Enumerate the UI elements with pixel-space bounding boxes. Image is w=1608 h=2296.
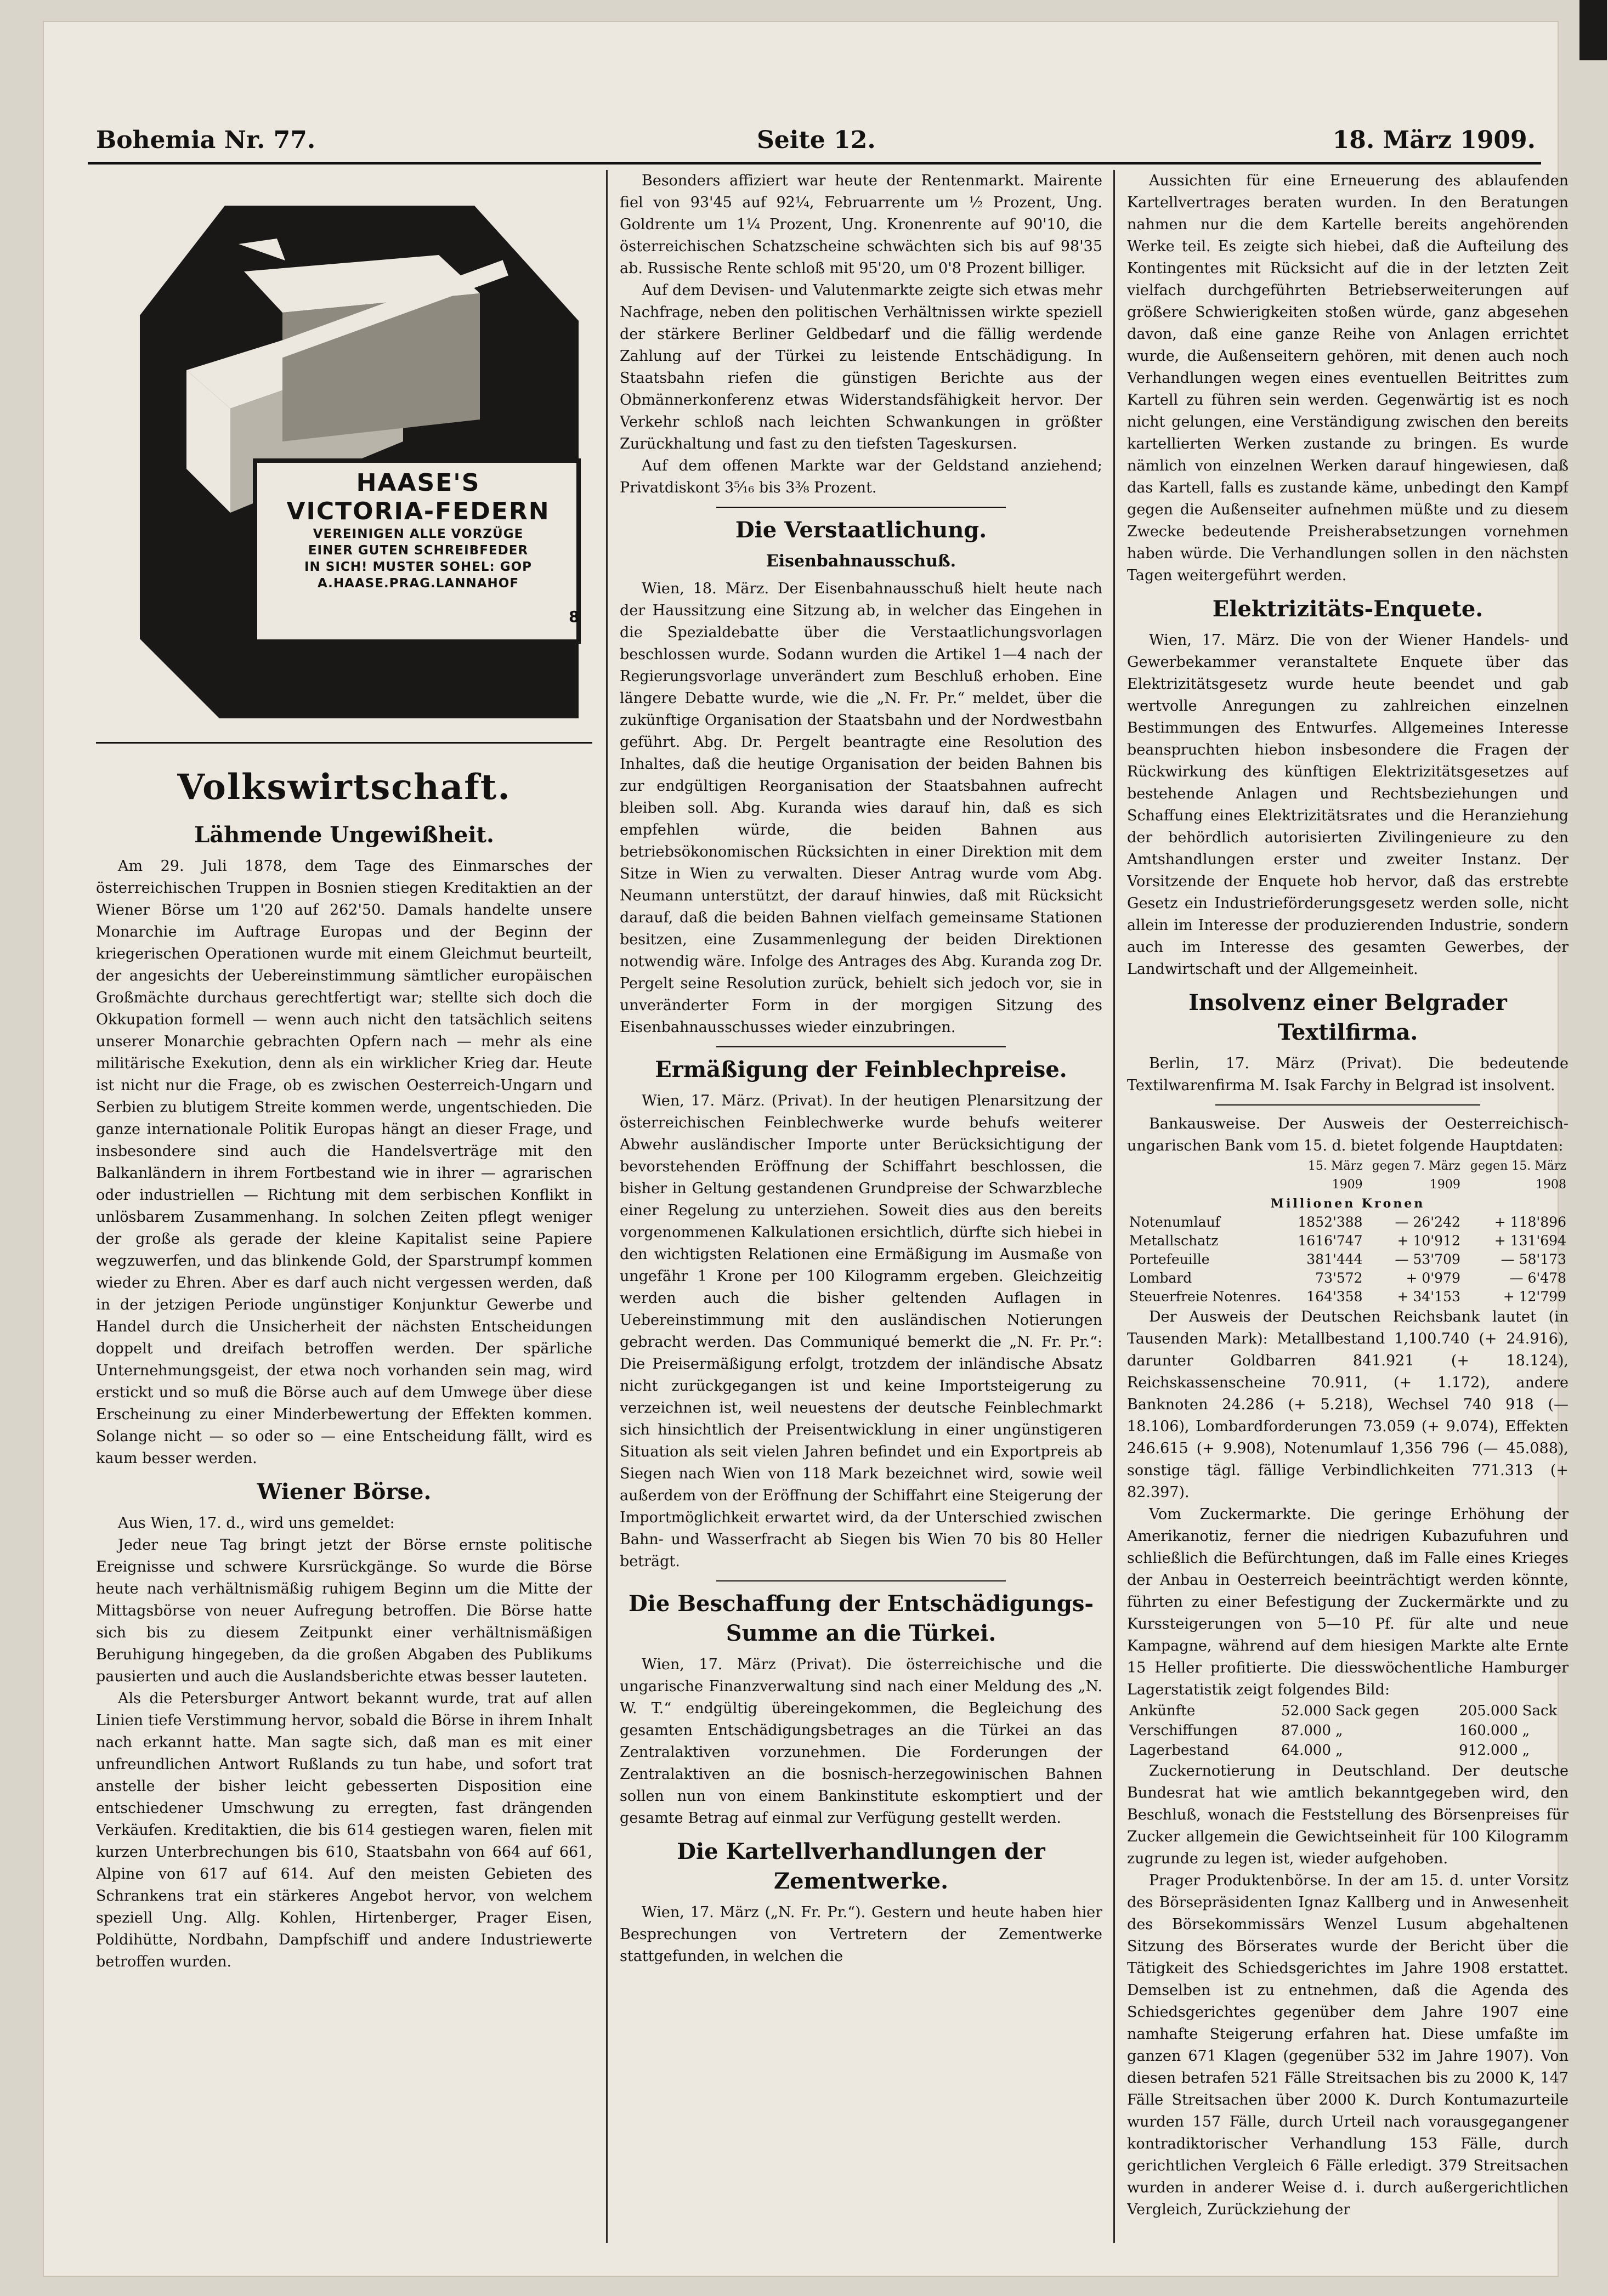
table-cell: Steuerfreie Notenres.	[1129, 1289, 1281, 1305]
newspaper-page	[44, 22, 1569, 2276]
header-page-number: Seite 12.	[757, 126, 876, 154]
table-header-cell: gegen 7. März	[1372, 1159, 1460, 1173]
article-paragraph: Wien, 18. März. Der Eisenbahnausschuß hielt heute nach der Haussitzung eine Sitzung ab, in welcher das Eingehen in die Spezialdebatte über die Verstaatlichungsvorlagen beschlossen wurde. Sodann wurden die Artikel 1—4 nach der Regierungsvorlage unverändert zum Beschluß erhoben. Eine längere Debatte wurde, wie die „N. Fr. Pr.“ meldet, über die zukünftige Organisation der Staatsbahn und der Nordwestbahn geführt. Abg. Dr. Pergelt beantragte eine Resolution des Inhaltes, daß die heutige Organisation der beiden Bahnen bis zur endgültigen Reorganisation der Staatsbahnen aufrecht bleiben soll. Abg. Kuranda wies darauf hin, daß es sich empfehlen würde, die beiden Bahnen aus betriebsökonomischen Rücksichten in einer Direktion mit dem Sitze in Wien zu verwalten. Dieser Antrag wurde vom Abg. Neumann unterstützt, der darauf hinwies, daß mit Rücksicht darauf, daß die beiden Bahnen vielfach gemeinsame Stationen besitzen, eine Zusammenlegung der beiden Direktionen notwendig wäre. Infolge des Antrages des Abg. Kuranda zog Dr. Pergelt seine Resolution zurück, behielt sich jedoch vor, sie in unveränderter Form in der morgigen Sitzung des Eisenbahnausschusses wieder einzubringen.	[620, 580, 1102, 1036]
table-row	[1127, 1721, 1569, 1741]
table-row	[1127, 1232, 1569, 1250]
article-paragraph: Aussichten für eine Erneuerung des ablaufenden Kartellvertrages beraten wurden. In den Beratungen nahmen nur die dem Kartelle bereits angehörenden Werke teil. Es zeigte sich hiebei, daß die Aufteilung des Kontingentes mit Rücksicht auf die in der letzten Zeit vielfach durchgeführten Betriebserweiterungen auf größere Schwierigkeiten stoßen würde, ganz abgesehen davon, daß eine ganze Reihe von Anlagen errichtet wurde, die Außenseitern gehören, mit denen auch noch Verhandlungen wegen eines eventuellen Beitrittes zum Kartell zu führen sein werden. Gegenwärtig ist es noch nicht gelungen, eine Verständigung zwischen den bereits kartellierten Werken zustande zu bringen. Es wurde nämlich von einzelnen Werken darauf hingewiesen, daß das Kartell, falls es zustande käme, unbedingt den Kampf gegen die Außenseiter aufnehmen müßte und zu diesem Zwecke bedeutende Preisherabsetzungen vornehmen haben würde. Die Verhandlungen sollen in den nächsten Tagen weitergeführt werden.	[1127, 172, 1569, 584]
header-date: 18. März 1909.	[1332, 126, 1536, 154]
table-cell: „	[1522, 1742, 1530, 1759]
ad-line: IN SICH! MUSTER SOHEL: GOP	[304, 560, 533, 574]
sugar-price-paragraph: Zuckernotierung in Deutschland. Der deutsche Bundesrat hat wie amtlich bekanntgegeben wird, den Beschluß, wonach die Feststellung des Börsenpreises für Zucker allgemein die Gewichtseinheit für 100 Kilogramm zugrunde zu legen ist, wieder aufgehoben.	[1127, 1762, 1569, 1867]
produce-exchange-paragraph: Prager Produktenbörse. In der am 15. d. unter Vorsitz des Börsepräsidenten Ignaz Kallberg und in Anwesenheit des Börsekommissärs Wenzel Lusum abgehaltenen Sitzung des Börserates wurde der Bericht über die Tätigkeit des Schiedsgerichtes im Jahre 1908 erstattet. Demselben ist zu entnehmen, daß die Agenda des Schiedsgerichtes gegenüber dem Jahre 1907 eine namhafte Steigerung erfahren hat. Diese umfaßte im ganzen 671 Klagen (gegenüber 532 im Jahre 1907). Von diesen betrafen 521 Fälle Streitsachen bis zu 2000 K, 147 Fälle Streitsachen über 2000 K. Durch Kontumazurteile wurden 157 Fälle, durch Urteil nach vorausgegangener kontradiktorischer Verhandlung 153 Fälle, durch gerichtlichen Vergleich 6 Fälle erledigt. 379 Streitsachen wurden in anderer Weise d. i. durch außergerichtlichen Vergleich, Zurückziehung der	[1127, 1872, 1569, 2218]
table-cell: 160.000	[1459, 1722, 1518, 1739]
pen-box-illustration	[96, 184, 592, 732]
article-title: Die Beschaffung der Entschädigungs-Summe an die Türkei.	[628, 1591, 1094, 1646]
article-title: Lähmende Ungewißheit.	[194, 822, 494, 848]
article-divider	[1215, 1104, 1480, 1106]
article-title: Insolvenz einer Belgrader Textilfirma.	[1188, 990, 1507, 1045]
article-paragraph: Besonders affiziert war heute der Rentenmarkt. Mairente fiel von 93'45 auf 92¼, Februarrente um ½ Prozent, Ung. Goldrente um 1¼ Prozent, Ung. Kronenrente auf 90'10, die österreichischen Schatzscheine schwächten sich bis auf 98'35 ab. Russische Rente schloß mit 95'20, um 0'8 Prozent billiger.	[620, 172, 1102, 277]
table-unit: Millionen Kronen	[1270, 1197, 1425, 1211]
page-header	[44, 104, 1558, 165]
table-cell: 1852'388	[1298, 1214, 1363, 1230]
table-cell: 73'572	[1315, 1270, 1363, 1286]
article-subtitle: Eisenbahnausschuß.	[766, 552, 956, 571]
table-cell: — 58'173	[1501, 1251, 1566, 1267]
table-cell: — 53'709	[1395, 1251, 1460, 1267]
table-row	[1127, 1213, 1569, 1232]
article-paragraph: Wien, 17. März. Die von der Wiener Handels- und Gewerbekammer veranstaltete Enquete über das Elektrizitätsgesetz wurde heute beendet und gab wertvolle Anregungen zu zahlreichen einzelnen Bestimmungen des Entwurfes. Allgemeines Interesse beanspruchten hiebon insbesondere die Fragen der Rückwirkung des künftigen Elektrizitätsgesetzes auf bestehende Anlagen und Rechtsbeziehungen und Schaffung eines Elektrizitätsrates und die Heranziehung der behördlich autorisierten Zivilingenieure zu den Amtshandlungen erster und zweiter Instanz. Der Vorsitzende der Enquete hob hervor, daß das erstrebte Gesetz ein Industrieförderungsgesetz werden solle, nicht allein im Interesse der produzierenden Industrie, sondern auch im Interesse des gesamten Gewerbes, der Landwirtschaft und der Allgemeinheit.	[1127, 632, 1569, 978]
hamburg-stock-table	[1127, 1701, 1569, 1760]
table-cell: „	[1335, 1742, 1343, 1759]
table-header-cell: 1909	[1332, 1178, 1363, 1192]
table-cell: + 12'799	[1503, 1289, 1566, 1305]
reichsbank-paragraph: Der Ausweis der Deutschen Reichsbank lautet (in Tausenden Mark): Metallbestand 1,100.740 (+ 24.916), darunter Goldbarren 841.921 (+ 18.124), Reichskassenscheine 70.911, (+ 1.172), andere Banknoten 24.286 (+ 5.218), Wechsel 740 918 (— 18.106), Lombardforderungen 73.059 (+ 9.074), Effekten 246.615 (+ 9.908), Notenumlauf 1,356 796 (— 45.088), sonstige tägl. fällige Verbindlichkeiten 771.313 (+ 82.397).	[1127, 1308, 1569, 1501]
table-cell: Sack gegen	[1335, 1703, 1419, 1719]
table-header-cell: 1908	[1536, 1178, 1566, 1192]
article-title: Die Verstaatlichung.	[735, 517, 987, 543]
sugar-market-paragraph: Vom Zuckermarkte. Die geringe Erhöhung der Amerikanotiz, ferner die niedrigen Kubazufuhren und schließlich die Befürchtungen, daß im Falle eines Krieges der Anbau in Oesterreich beeinträchtigt werden könnte, führten zu einer Befestigung der Zuckermärkte und zu Kurssteigerungen von 5—10 Pf. für alte und neue Kampagne, während auf dem hiesigen Markte alte Ernte 15 Heller profitierte. Die diesswöchentliche Hamburger Lagerstatistik zeigt folgendes Bild:	[1127, 1506, 1569, 1698]
table-cell: Lagerbestand	[1129, 1742, 1229, 1759]
table-cell: Portefeuille	[1129, 1251, 1210, 1267]
table-cell: 52.000	[1281, 1703, 1331, 1719]
article-paragraph: Wien, 17. März. (Privat). In der heutigen Plenarsitzung der österreichischen Feinblechwerke wurde behufs weiterer Abwehr ausländischer Importe unter Berücksichtigung der bevorstehenden Eröffnung der Schiffahrt beschlossen, die bisher in Geltung gestandenen Grundpreise der Schwarzbleche einer Regelung zu unterziehen. Soweit dies aus den bereits vorgenommenen Kalkulationen ersichtlich, dürfte sich hiebei in den wichtigsten Relationen eine Ermäßigung im Ausmaße von ungefähr 1 Krone per 100 Kilogramm ergeben. Gleichzeitig werden auch die bisher geltenden Auflagen in Uebereinstimmung mit den ausländischen Notierungen gebracht werden. Das Communiqué bemerkt die „N. Fr. Pr.“: Die Preisermäßigung erfolgt, trotzdem der inländische Absatz nicht zurückgegangen ist und keine Importsteigerung zu verzeichnen ist, weil neuestens der deutsche Feinblechmarkt sich hinsichtlich der Preisentwicklung in einer ungünstigeren Situation als seit vielen Jahren befindet und ein Exportpreis ab Siegen nach Wien von 118 Mark bezeichnet wird, sowie weil außerdem von der Eröffnung der Schiffahrt eine Steigerung der Importmöglichkeit erwartet wird, da der Unterschied zwischen Bahn- und Wasserfracht ab Siegen bis Wien 70 bis 80 Heller beträgt.	[620, 1092, 1102, 1570]
article-paragraph: Auf dem offenen Markte war der Geldstand anziehend; Privatdiskont 3⁵⁄₁₆ bis 3⅜ Prozent.	[620, 457, 1102, 496]
table-cell: 87.000	[1281, 1722, 1331, 1739]
article-paragraph: Jeder neue Tag bringt jetzt der Börse ernste politische Ereignisse und schwere Kursrückgänge. So wurde die Börse heute nach verhältnismäßig ruhigem Beginn um die Mitte der Mittagsbörse von neuer Aufregung betroffen. Die Börse hatte sich bis zu diesem Zeitpunkt einer verhältnismäßigen Beruhigung hingegeben, da die großen Abgaben des Publikums pausierten und auch die Auslandsberichte etwas besser lauteten.	[96, 1537, 592, 1685]
table-cell: + 10'912	[1397, 1233, 1460, 1249]
table-cell: — 26'242	[1395, 1214, 1460, 1230]
section-title: Volkswirtschaft.	[177, 767, 511, 808]
article-title: Die Kartellverhandlungen der Zementwerke.	[677, 1839, 1045, 1894]
article-divider	[716, 1580, 1006, 1581]
ad-number: 8	[569, 608, 580, 626]
column-2	[620, 170, 1102, 2243]
article-paragraph: Am 29. Juli 1878, dem Tage des Einmarsches der österreichischen Truppen in Bosnien stiegen Kreditaktien an der Wiener Börse um 1'20 auf 262'50. Damals handelte unsere Monarchie im Auftrage Europas und der Beginn der kriegerischen Operationen wurde mit einem Gleichmut beurteilt, der angesichts der Uebereinstimmung sämtlicher europäischen Großmächte durchaus gerechtfertigt war; stellte sich doch die Okkupation formell — wenn auch nicht den tatsächlich seitens unserer Monarchie gebrachten Opfern nach — mehr als eine militärische Exekution, denn als ein wirklicher Krieg dar. Heute ist nicht nur die Frage, ob es zwischen Oesterreich-Ungarn und Serbien zu blutigem Streite kommen werde, ungentschieden. Die ganze internationale Politik Europas hängt an dieser Frage, und insbesondere sind auch die Handelsverträge mit den Balkanländern in ihrem Fortbestand wie in ihrer — agrarischen oder industriellen — Richtung mit dem serbischen Konflikt in unlösbarem Zusammenhang. In solchen Zeiten pflegt weniger der große als gerade der kleine Kapitalist seine Papiere wegzuwerfen, und das blinkende Gold, der Sparstrumpf kommen wieder zu Ehren. Aber es darf auch nicht vergessen werden, daß in der jetzigen Periode ungünstiger Konjunktur Gewerbe und Handel durch die Unsicherheit der nächsten Entscheidungen doppelt und dreifach betroffen werden. Der spärliche Unternehmungsgeist, der etwa noch vorhanden sein mag, wird erstickt und so muß die Börse auch auf dem Umwege über diese Erscheinung zu einer Minderbewertung der Effekten kommen. Solange nicht — so oder so — eine Entscheidung fällt, wird es kaum besser werden.	[96, 858, 592, 1467]
table-cell: 164'358	[1306, 1289, 1363, 1305]
article-paragraph: Auf dem Devisen- und Valutenmarkte zeigte sich etwas mehr Nachfrage, neben den politischen Verhältnissen wirkte speziell der stärkere Berliner Geldbedarf und die fällig werdende Zahlung auf der Türkei zu leistende Entschädigung. In Staatsbahn riefen die günstigen Berichte aus der Obmännerkonferenz etwas Widerstandsfähigkeit hervor. Der Verkehr schloß nach leichten Schwankungen in größter Zurückhaltung und fast zu den tiefsten Tageskursen.	[620, 282, 1102, 452]
article-paragraph: Berlin, 17. März (Privat). Die bedeutende Textilwarenfirma M. Isak Farchy in Belgrad ist insolvent.	[1127, 1055, 1569, 1094]
table-cell: Notenumlauf	[1129, 1214, 1220, 1230]
table-cell: + 118'896	[1494, 1214, 1566, 1230]
article-paragraph: Wien, 17. März („N. Fr. Pr.“). Gestern und heute haben hier Besprechungen von Vertretern der Zementwerke stattgefunden, in welchen die	[620, 1904, 1102, 1965]
table-cell: + 34'153	[1397, 1289, 1460, 1305]
table-cell: Verschiffungen	[1129, 1722, 1238, 1739]
bank-report-lead: Bankausweise. Der Ausweis der Oesterreichisch-ungarischen Bank vom 15. d. bietet folgende Hauptdaten:	[1127, 1115, 1569, 1154]
article-divider	[716, 1046, 1006, 1047]
ad-brand: HAASE'S	[356, 469, 480, 497]
column-divider	[606, 170, 608, 2243]
table-cell: „	[1522, 1722, 1530, 1739]
table-cell: — 6'478	[1509, 1270, 1566, 1286]
article-title: Ermäßigung der Feinblechpreise.	[655, 1057, 1067, 1082]
table-cell: Sack	[1522, 1703, 1558, 1719]
table-row	[1127, 1288, 1569, 1306]
article-lead: Aus Wien, 17. d., wird uns gemeldet:	[118, 1515, 395, 1532]
table-row	[1127, 1269, 1569, 1288]
header-rule	[88, 162, 1541, 165]
advertisement-victoria-federn	[96, 184, 592, 732]
header-publication: Bohemia Nr. 77.	[96, 126, 316, 154]
table-cell: 381'444	[1306, 1251, 1363, 1267]
ad-product-name: VICTORIA-FEDERN	[286, 497, 550, 525]
table-cell: 1616'747	[1298, 1233, 1363, 1249]
table-header-cell: gegen 15. März	[1470, 1159, 1566, 1173]
table-cell: + 131'694	[1494, 1233, 1566, 1249]
table-cell: 64.000	[1281, 1742, 1331, 1759]
bank-statement-table	[1127, 1157, 1569, 1306]
section-rule	[96, 742, 592, 744]
table-cell: Metallschatz	[1129, 1233, 1219, 1249]
article-divider	[716, 507, 1006, 508]
ad-line: VEREINIGEN ALLE VORZÜGE	[313, 527, 524, 541]
article-title: Wiener Börse.	[257, 1479, 432, 1505]
table-row	[1127, 1250, 1569, 1269]
table-row	[1127, 1701, 1569, 1721]
table-cell: 205.000	[1459, 1703, 1518, 1719]
table-row	[1127, 1741, 1569, 1760]
article-paragraph: Als die Petersburger Antwort bekannt wurde, trat auf allen Linien tiefe Verstimmung hervor, sobald die Börse in ihrem Inhalt nach erkannt hatte. Man sagte sich, daß man es mit einer unfreundlichen Antwort Rußlands zu tun habe, und sofort trat anstelle der bisher leicht gebesserten Disposition eine entschiedener Umschwung zu erregten, fast drängenden Verkäufen. Kreditaktien, die bis 614 gestiegen waren, fielen mit kurzen Unterbrechungen bis 610, Staatsbahn von 664 auf 661, Alpine von 617 auf 614. Auf den meisten Gebieten des Schrankens trat ein stärkeres Angebot hervor, von welchem speziell Ung. Allg. Kohlen, Hirtenberger, Prager Eisen, Poldihütte, Nordbahn, Dampfschiff und andere Industriewerte betroffen wurden.	[96, 1690, 592, 1970]
table-cell: „	[1335, 1722, 1343, 1739]
advertisement-text	[258, 469, 579, 592]
article-title: Elektrizitäts-Enquete.	[1212, 596, 1484, 622]
table-cell: + 0'979	[1406, 1270, 1460, 1286]
table-cell: Ankünfte	[1129, 1703, 1196, 1719]
column-divider	[1113, 170, 1115, 2243]
article-paragraph: Wien, 17. März (Privat). Die österreichische und die ungarische Finanzverwaltung sind nach einer Meldung des „N. W. T.“ endgültig übereingekommen, die Begleichung des gesamten Entschädigungsbetrages an die Türkei an das Zentralaktiven vorzunehmen. Die Forderungen der Zentralaktiven an die bosnisch-herzegowinischen Bahnen sollen nun von einem Bankinstitute eskomptiert und der gesamte Betrag auf einmal zur Verfügung gestellt werden.	[620, 1656, 1102, 1827]
ad-line: A.HAASE.PRAG.LANNAHOF	[317, 576, 519, 591]
table-header-cell: 15. März	[1307, 1159, 1363, 1173]
table-cell: Lombard	[1129, 1270, 1192, 1286]
table-cell: 912.000	[1459, 1742, 1518, 1759]
column-1	[96, 170, 592, 2243]
scan-edge-mark	[1579, 0, 1607, 60]
table-header-cell: 1909	[1429, 1178, 1460, 1192]
ad-line: EINER GUTEN SCHREIBFEDER	[308, 543, 529, 558]
column-3	[1127, 170, 1569, 2243]
